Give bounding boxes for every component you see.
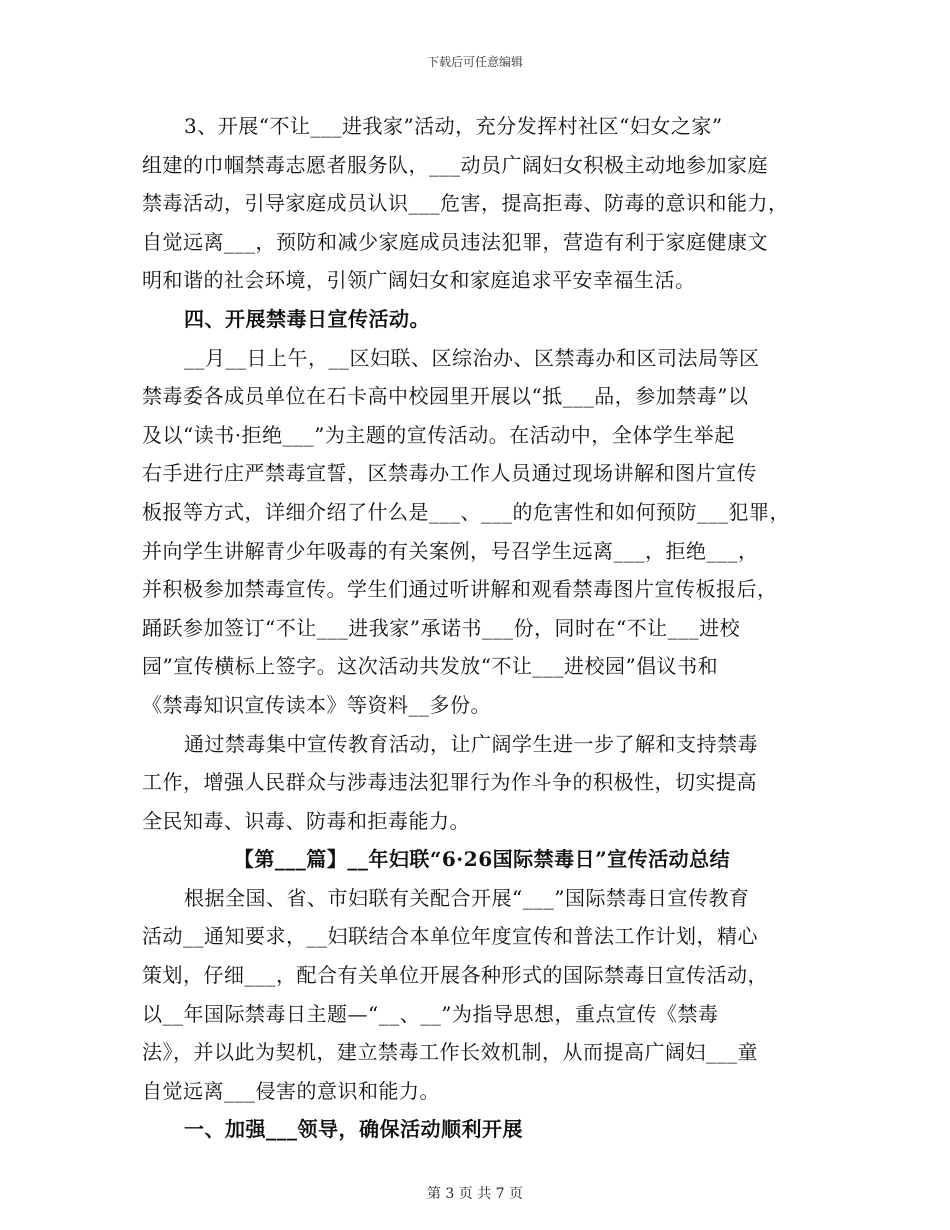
body-line: 右手进行庄严禁毒宣誓，区禁毒办工作人员通过现场讲解和图片宣传	[142, 461, 757, 486]
section-heading: 四、开展禁毒日宣传活动。	[184, 306, 430, 331]
body-line: 园”宣传横标上签字。这次活动共发放“不让___进校园”倡议书和	[142, 654, 719, 679]
body-line: 禁毒委各成员单位在石卡高中校园里开展以“抵___品，参加禁毒”以	[142, 384, 749, 409]
body-line: 通过禁毒集中宣传教育活动，让广阔学生进一步了解和支持禁毒	[184, 731, 758, 756]
body-line: 禁毒活动，引导家庭成员认识___危害，提高拒毒、防毒的意识和能力，	[142, 191, 789, 216]
body-line: 并积极参加禁毒宣传。学生们通过听讲解和观看禁毒图片宣传板报后，	[142, 577, 778, 602]
body-line: 自觉远离___侵害的意识和能力。	[142, 1078, 440, 1103]
body-line: 《禁毒知识宣传读本》等资料__多份。	[142, 692, 491, 717]
body-line: 自觉远离___，预防和减少家庭成员违法犯罪，营造有利于家庭健康文	[142, 229, 768, 254]
body-line: 踊跃参加签订“不让___进我家”承诺书___份，同时在“不让___进校	[142, 615, 741, 640]
body-line: 策划，仔细___，配合有关单位开展各种形式的国际禁毒日宣传活动，	[142, 963, 768, 988]
body-line: __月__日上午，__区妇联、区综治办、区禁毒办和区司法局等区	[184, 345, 760, 370]
article-title: 【第___篇】__年妇联“6·26国际禁毒日”宣传活动总结	[233, 847, 731, 872]
page-footer: 第 3 页 共 7 页	[426, 1186, 524, 1202]
body-line: 法》，并以此为契机，建立禁毒工作长效机制，从而提高广阔妇___童	[142, 1040, 758, 1065]
body-line: 活动__通知要求，__妇联结合本单位年度宣传和普法工作计划，精心	[142, 924, 758, 949]
section-heading: 一、加强___领导，确保活动顺利开展	[184, 1117, 523, 1142]
body-line: 工作，增强人民群众与涉毒违法犯罪行为作斗争的积极性，切实提高	[142, 770, 757, 795]
body-line: 并向学生讲解青少年吸毒的有关案例，号召学生远离___，拒绝___，	[142, 538, 759, 563]
body-line: 及以“读书·拒绝___”为主题的宣传活动。在活动中，全体学生举起	[142, 422, 735, 447]
body-line: 3、开展“不让___进我家”活动，充分发挥村社区“妇女之家”	[184, 114, 723, 138]
body-line: 根据全国、省、市妇联有关配合开展“___”国际禁毒日宣传教育	[184, 885, 750, 910]
body-line: 以__年国际禁毒日主题—“__、__”为指导思想，重点宣传《禁毒	[142, 1001, 719, 1026]
page-header: 下载后可任意编辑	[426, 55, 523, 69]
body-line: 明和谐的社会环境，引领广阔妇女和家庭追求平安幸福生活。	[142, 268, 696, 293]
document-body	[142, 107, 822, 1149]
body-line: 全民知毒、识毒、防毒和拒毒能力。	[142, 808, 470, 833]
body-line: 板报等方式，详细介绍了什么是___、___的危害性和如何预防___犯罪，	[142, 499, 790, 524]
body-line: 组建的巾帼禁毒志愿者服务队，___动员广阔妇女积极主动地参加家庭	[142, 152, 768, 177]
